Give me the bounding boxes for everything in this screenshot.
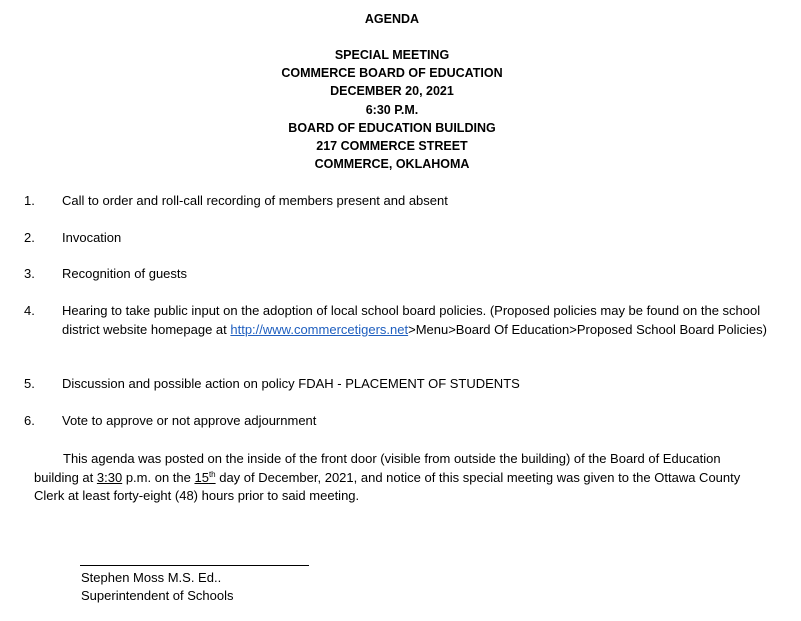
posting-notice xyxy=(34,450,764,506)
signer-name: Stephen Moss M.S. Ed.. xyxy=(81,570,222,585)
agenda-header xyxy=(0,10,784,28)
posted-day-number: 15 xyxy=(194,469,209,485)
item-number: 6. xyxy=(24,413,35,428)
district-website-link[interactable]: http://www.commercetigers.net xyxy=(230,321,409,337)
item-text: Recognition of guests xyxy=(62,266,188,281)
meeting-street: 217 COMMERCE STREET xyxy=(316,139,468,154)
item-number: 5. xyxy=(24,376,35,391)
item-text: Vote to approve or not approve adjournment xyxy=(62,413,317,428)
item-text-after-link: >Menu>Board Of Education>Proposed School Board Policies) xyxy=(408,321,767,337)
meeting-time: 6:30 P.M. xyxy=(365,102,419,117)
notice-part-2: p.m. on the xyxy=(122,469,195,485)
board-name: COMMERCE BOARD OF EDUCATION xyxy=(281,66,503,81)
item-number: 1. xyxy=(24,193,35,208)
meeting-type: SPECIAL MEETING xyxy=(334,48,450,62)
item-number: 2. xyxy=(24,230,35,245)
signer-title: Superintendent of Schools xyxy=(81,588,234,603)
item-number: 3. xyxy=(24,266,35,281)
document-title: AGENDA xyxy=(364,12,420,26)
notice-part-1: This agenda was posted on the inside of the front door (visible from outside the building) of the Board of Education building at xyxy=(34,451,721,485)
item-text-before-link: Hearing to take public input on the adoption of local school board policies. (Proposed policies may be found on the school district website homepage at xyxy=(62,303,761,337)
item-text xyxy=(62,302,782,339)
posted-time: 3:30 xyxy=(96,469,123,485)
posted-day-suffix: th xyxy=(208,469,216,479)
meeting-details xyxy=(0,46,784,173)
meeting-date: DECEMBER 20, 2021 xyxy=(330,84,454,99)
meeting-city: COMMERCE, OKLAHOMA xyxy=(314,157,470,172)
item-text: Call to order and roll-call recording of members present and absent xyxy=(62,193,448,208)
meeting-location: BOARD OF EDUCATION BUILDING xyxy=(288,120,496,135)
item-text: Invocation xyxy=(62,230,122,245)
item-number: 4. xyxy=(24,303,35,318)
item-text: Discussion and possible action on policy FDAH - PLACEMENT OF STUDENTS xyxy=(62,376,520,391)
posted-day xyxy=(194,470,215,485)
notice-part-3: day of December, 2021, and notice of this special meeting was given to the Ottawa County Clerk at least forty-eight (48) hours prior to said meeting. xyxy=(34,469,741,503)
signature-line xyxy=(80,565,309,566)
